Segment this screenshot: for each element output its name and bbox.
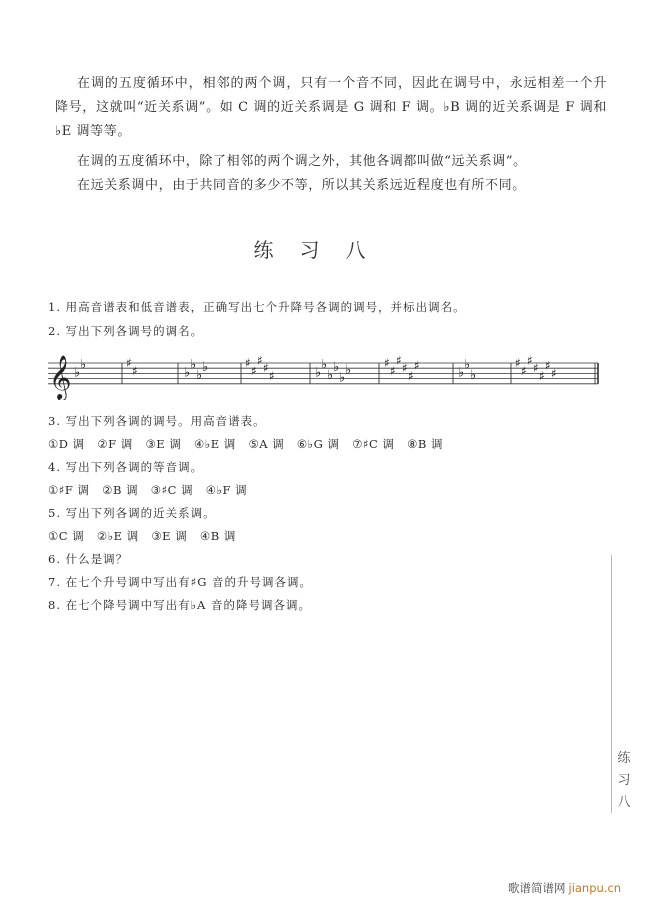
- exercise-8: 8. 在七个降号调中写出有♭A 音的降号调各调。: [48, 598, 312, 612]
- svg-text:♭: ♭: [315, 365, 322, 381]
- section-title: 练习八: [253, 238, 392, 262]
- exercise-4: 4. 写出下列各调的等音调。: [48, 460, 204, 474]
- svg-text:♯: ♯: [515, 356, 521, 370]
- svg-text:♯: ♯: [263, 361, 269, 376]
- option: ①♯F 调: [48, 483, 90, 497]
- option: ⑧B 调: [407, 437, 444, 451]
- svg-text:♯: ♯: [539, 369, 545, 383]
- exercise-3-options: [48, 436, 452, 452]
- option: ④♭F 调: [205, 483, 248, 497]
- svg-text:♯: ♯: [414, 358, 420, 373]
- svg-text:♯: ♯: [251, 363, 257, 378]
- svg-text:♭: ♭: [333, 360, 340, 376]
- option: ③E 调: [145, 437, 182, 451]
- svg-text:♯: ♯: [396, 353, 402, 368]
- option: ③E 调: [151, 529, 188, 543]
- exercise-7: 7. 在七个升号调中写出有♯G 音的升号调各调。: [48, 575, 313, 589]
- side-tab-char: 八: [617, 795, 631, 810]
- svg-text:♯: ♯: [245, 356, 251, 370]
- svg-text:♯: ♯: [402, 361, 408, 376]
- watermark-url: jianpu.cn: [568, 881, 622, 895]
- svg-text:♭: ♭: [74, 365, 81, 381]
- option: ③♯C 调: [150, 483, 194, 497]
- watermark: [508, 880, 621, 896]
- intro-paragraph-2: 在调的五度循环中，除了相邻的两个调之外，其他各调都叫做“远关系调”。: [77, 154, 527, 169]
- svg-text:♯: ♯: [521, 363, 527, 378]
- option: ⑤A 调: [248, 437, 285, 451]
- exercise-3: 3. 写出下列各调的调号。用高音谱表。: [48, 414, 266, 428]
- option: ④B 调: [199, 529, 236, 543]
- exercise-6: 6. 什么是调？: [48, 552, 129, 566]
- side-tab-char: 练: [617, 751, 631, 766]
- side-divider: [611, 555, 612, 813]
- svg-text:♯: ♯: [390, 363, 396, 378]
- svg-text:♭: ♭: [464, 357, 471, 373]
- svg-text:♯: ♯: [533, 361, 539, 376]
- svg-text:♭: ♭: [196, 368, 203, 383]
- option: ⑦♯C 调: [352, 437, 395, 451]
- svg-text:♭: ♭: [80, 357, 87, 373]
- svg-text:♭: ♭: [321, 357, 328, 373]
- svg-text:♭: ♭: [190, 357, 197, 373]
- intro-paragraph-3: 在远关系调中，由于共同音的多少不等，所以其关系远近程度也有所不同。: [77, 178, 526, 193]
- intro-paragraph-1: 在调的五度循环中，相邻的两个调，只有一个音不同，因此在调号中，永远相差一个升降号，这就叫“近关系调”。如 C 调的近关系调是 G 调和 F 调。♭B 调的近关系调是 F 调和♭E 调等等。: [55, 76, 607, 139]
- svg-text:♭: ♭: [327, 368, 334, 383]
- svg-text:♯: ♯: [257, 353, 263, 368]
- music-staff: [48, 352, 600, 404]
- svg-text:♭: ♭: [458, 365, 465, 381]
- option: ①D 调: [48, 437, 85, 451]
- key-signature-staff: [48, 352, 600, 400]
- svg-text:♯: ♯: [132, 363, 138, 378]
- exercise-5-options: [48, 528, 245, 544]
- option: ②F 调: [97, 437, 133, 451]
- svg-text:♯: ♯: [527, 353, 533, 368]
- exercise-5: 5. 写出下列各调的近关系调。: [48, 506, 216, 520]
- watermark-text: 歌谱简谱网: [508, 881, 566, 895]
- side-tab-char: 习: [617, 773, 631, 788]
- svg-text:♯: ♯: [408, 369, 414, 383]
- svg-text:𝄞: 𝄞: [49, 354, 72, 399]
- option: ②B 调: [102, 483, 139, 497]
- exercise-1: 1. 用高音谱表和低音谱表，正确写出七个升降号各调的调号，并标出调名。: [48, 300, 466, 314]
- svg-text:♯: ♯: [551, 366, 557, 381]
- svg-text:♯: ♯: [545, 358, 551, 373]
- exercise-4-options: [48, 482, 256, 498]
- svg-text:♭: ♭: [345, 362, 352, 378]
- svg-text:♯: ♯: [269, 369, 275, 383]
- option: ④♭E 调: [193, 437, 236, 451]
- option: ⑥♭G 调: [296, 437, 340, 451]
- exercise-2: 2. 写出下列各调号的调名。: [48, 324, 204, 338]
- svg-text:♭: ♭: [339, 370, 346, 386]
- svg-text:♭: ♭: [184, 365, 191, 381]
- option: ②♭E 调: [96, 529, 139, 543]
- svg-text:♯: ♯: [384, 356, 390, 370]
- svg-text:♯: ♯: [126, 356, 132, 370]
- svg-text:♭: ♭: [470, 368, 477, 383]
- option: ①C 调: [48, 529, 85, 543]
- svg-text:♭: ♭: [202, 360, 209, 376]
- side-tab-label: [616, 748, 632, 814]
